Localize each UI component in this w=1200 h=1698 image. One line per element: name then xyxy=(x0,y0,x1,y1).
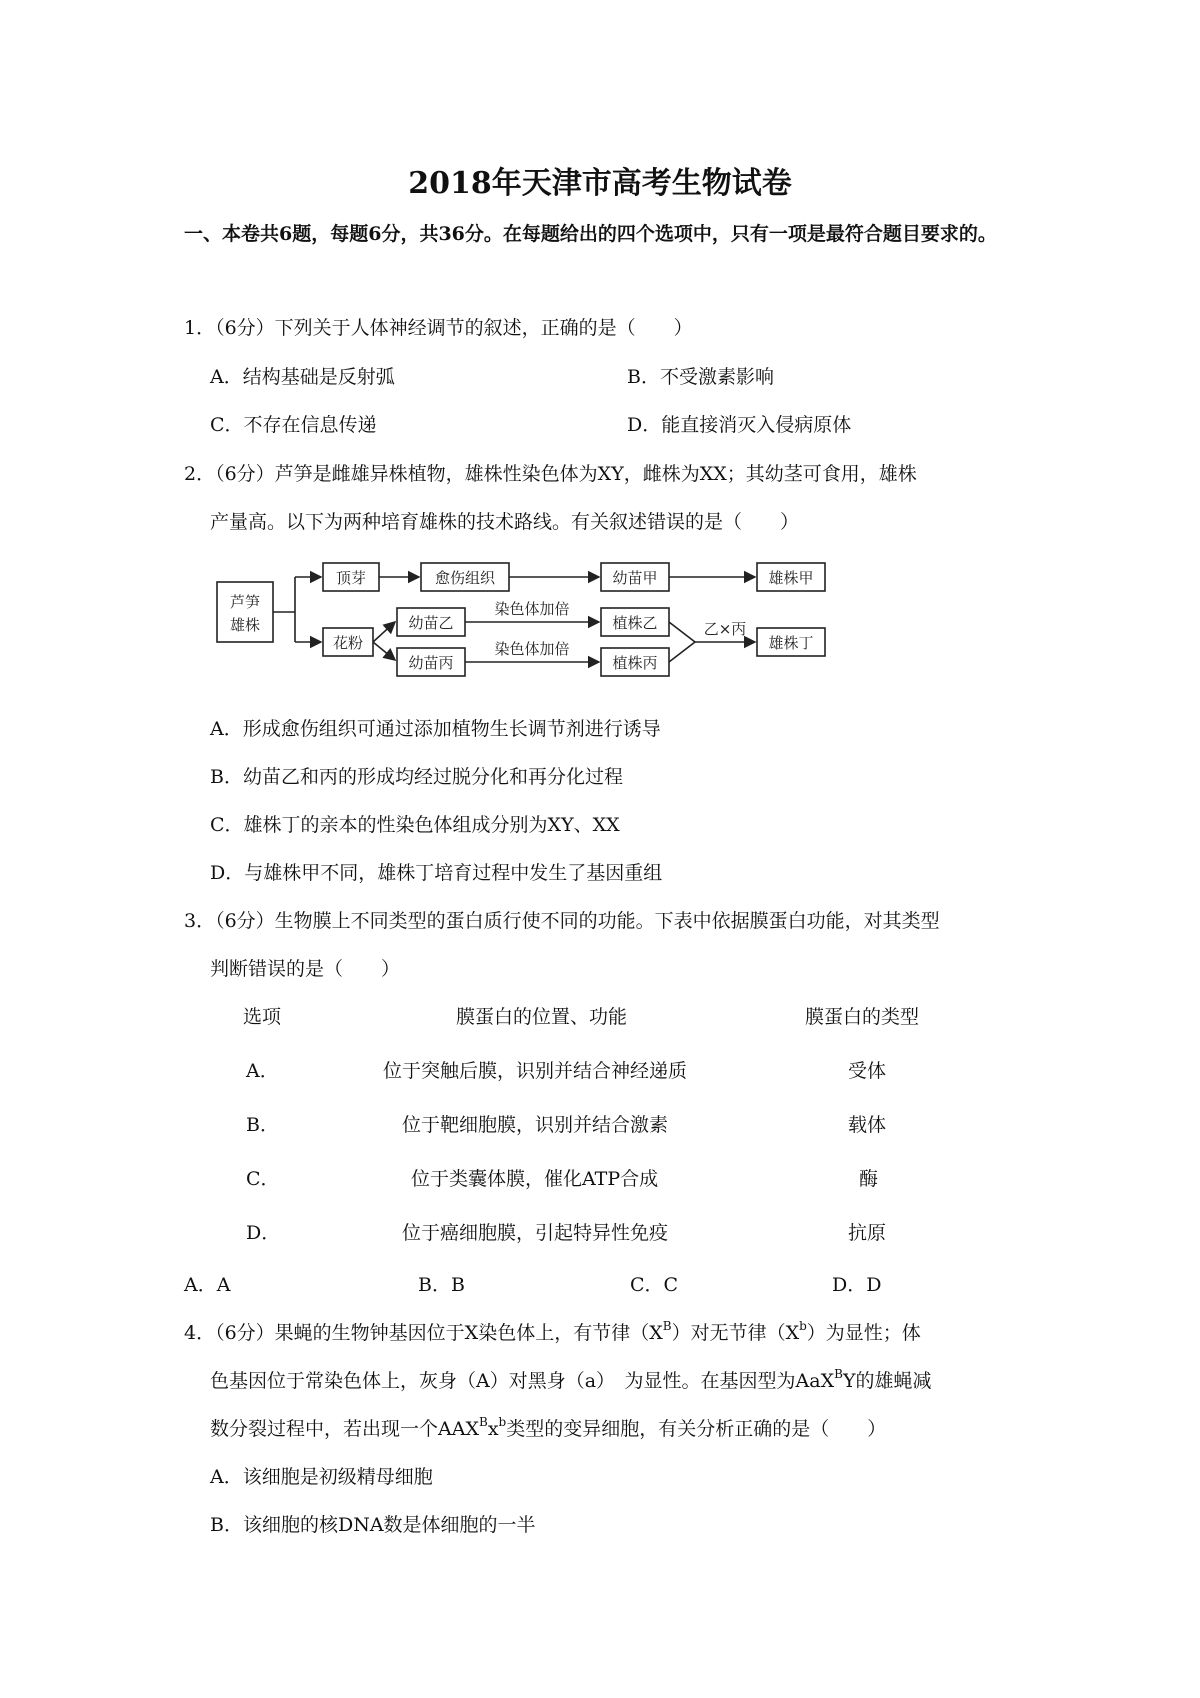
label-male-ding: 雄株丁 xyxy=(768,634,814,652)
table-header-type: 膜蛋白的类型 xyxy=(805,1006,920,1028)
section-instructions: 一、本卷共6题，每题6分，共36分。在每题给出的四个选项中，只有一项是最符合题目要求的。 xyxy=(184,223,997,245)
q1-option-d: D．能直接消灭入侵病原体 xyxy=(627,414,852,436)
page-title: 2018年天津市高考生物试卷 xyxy=(408,166,792,201)
label-male: 雄株 xyxy=(229,616,261,634)
table-row-a-function: 位于突触后膜，识别并结合神经递质 xyxy=(383,1060,688,1082)
table-row-b-function: 位于靶细胞膜，识别并结合激素 xyxy=(402,1114,669,1136)
label-pollen: 花粉 xyxy=(332,634,364,652)
table-row-d-type: 抗原 xyxy=(848,1222,887,1244)
q3-option-a: A．A xyxy=(184,1274,231,1296)
table-row-b-type: 载体 xyxy=(848,1114,887,1136)
table-row-b-option: B． xyxy=(246,1114,279,1136)
label-plant-bing: 植株丙 xyxy=(612,654,658,672)
table-row-a-type: 受体 xyxy=(848,1060,887,1082)
q1-option-a: A．结构基础是反射弧 xyxy=(210,366,395,388)
label-seedling-yi: 幼苗乙 xyxy=(408,614,454,632)
label-plant-yi: 植株乙 xyxy=(612,614,658,632)
table-header-function: 膜蛋白的位置、功能 xyxy=(456,1006,628,1028)
breeding-flow-diagram xyxy=(215,552,885,688)
table-row-a-option: A． xyxy=(246,1060,279,1082)
q2-option-a: A．形成愈伤组织可通过添加植物生长调节剂进行诱导 xyxy=(210,718,661,740)
q3-option-d: D．D xyxy=(832,1274,882,1296)
table-row-c-type: 酶 xyxy=(859,1168,879,1190)
q3-stem-line1: 3．（6分）生物膜上不同类型的蛋白质行使不同的功能。下表中依据膜蛋白功能，对其类型 xyxy=(184,910,940,932)
label-apical-bud: 顶芽 xyxy=(335,569,367,587)
q4-stem-line3: 数分裂过程中，若出现一个$AAX^Bx^b$类型的变异细胞，有关分析正确的是（ ） xyxy=(210,1414,887,1440)
q2-option-b: B．幼苗乙和丙的形成均经过脱分化和再分化过程 xyxy=(210,766,623,788)
q4-stem-line2: 色基因位于常染色体上，灰身（A）对黑身（a） 为显性。在基因型为AaX$^B$Y的雄蝇减 xyxy=(210,1366,932,1392)
q2-option-c: C．雄株丁的亲本的性染色体组成分别为XY、XX xyxy=(210,814,620,836)
label-chromosome-doubling-1: 染色体加倍 xyxy=(494,600,570,618)
label-seedling-bing: 幼苗丙 xyxy=(408,654,454,672)
label-callus: 愈伤组织 xyxy=(434,569,496,587)
label-seedling-jia: 幼苗甲 xyxy=(612,569,658,587)
q2-stem-line1: 2．（6分）芦笋是雌雄异株植物，雄株性染色体为XY，雌株为XX；其幼茎可食用，雄株 xyxy=(184,463,917,485)
q4-option-b: B．该细胞的核DNA数是体细胞的一半 xyxy=(210,1514,536,1536)
table-row-d-function: 位于癌细胞膜，引起特异性免疫 xyxy=(402,1222,669,1244)
label-cross: 乙×丙 xyxy=(703,620,747,638)
q3-option-c: C．C xyxy=(630,1274,679,1296)
q2-option-d: D．与雄株甲不同，雄株丁培育过程中发生了基因重组 xyxy=(210,862,663,884)
q1-stem: 1．（6分）下列关于人体神经调节的叙述，正确的是（ ） xyxy=(184,317,693,339)
q4-option-a: A．该细胞是初级精母细胞 xyxy=(210,1466,433,1488)
q1-option-b: B．不受激素影响 xyxy=(627,366,774,388)
table-row-d-option: D． xyxy=(246,1222,281,1244)
table-header-option: 选项 xyxy=(243,1006,282,1028)
q3-option-b: B．B xyxy=(418,1274,465,1296)
label-male-jia: 雄株甲 xyxy=(768,569,814,587)
q2-stem-line2: 产量高。以下为两种培育雄株的技术路线。有关叙述错误的是（ ） xyxy=(210,511,800,533)
q1-option-c: C．不存在信息传递 xyxy=(210,414,377,436)
q3-stem-line2: 判断错误的是（ ） xyxy=(210,958,401,980)
label-chromosome-doubling-2: 染色体加倍 xyxy=(494,640,570,658)
table-row-c-function: 位于类囊体膜，催化ATP合成 xyxy=(411,1168,659,1190)
table-row-c-option: C． xyxy=(246,1168,280,1190)
q4-stem-line1: 4．（6分）果蝇的生物钟基因位于X染色体上，有节律$(X^B)$对无节律$(X^b)$为显性；体 xyxy=(184,1318,921,1344)
label-asparagus: 芦笋 xyxy=(229,593,261,611)
